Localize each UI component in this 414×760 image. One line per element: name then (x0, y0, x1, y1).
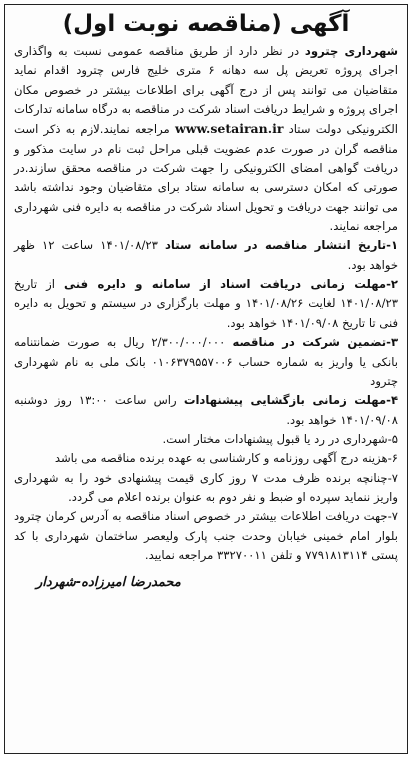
item-winner-deposit (14, 469, 398, 508)
item-label: ۱-تاریخ انتشار مناقصه در سامانه ستاد (164, 238, 399, 253)
item-rejection-right (14, 430, 398, 449)
item-publish-date (14, 236, 398, 275)
item-guarantee (14, 333, 398, 391)
item-ad-cost (14, 449, 398, 468)
item-text: ۱۴۰۱/۰۸/۲۳ ساعت ۱۲ ظهر خواهد بود. (14, 238, 398, 272)
item-text: ۷-جهت دریافت اطلاعات بیشتر در خصوص اسناد مناقصه به آدرس کرمان چترود بلوار امام خمینی خیابان وحدت جنب پارک ولیعصر ساختمان شهرداری با کد پستی ۷۷۹۱۸۱۳۱۱۴ و تلفن ۳۳۲۷۰۰۱۱ مراجعه نمایید. (14, 509, 398, 562)
item-text: ۷-چنانچه برنده ظرف مدت ۷ روز کاری قیمت پیشنهادی خود را به شهرداری واریز ننماید سپرده او ضبط و نفر دوم به عنوان برنده اعلام می گردد. (14, 470, 399, 504)
mayor-signature: محمدرضا امیرزاده-شهردار (36, 575, 181, 591)
setad-url-link[interactable]: www.setairan.ir (174, 121, 284, 137)
item-label: ۲-مهلت زمانی دریافت اسناد از سامانه و دایره فنی (64, 277, 398, 292)
intro-text-1: در نظر دارد از طریق مناقصه عمومی نسبت به واگذاری اجرای پروژه تعریض پل سه دهانه ۶ متری خلیج فارس چترود اقدام نماید متقاضیان می توانند پس از درج آگهی برای اطلاعات بیشتر در خصوص مکان اجرای پروژه و شرایط دریافت اسناد شرکت در مناقصه به درگاه سامانه تدارکات الکترونیکی دولت ستاد (14, 44, 399, 137)
organization-name: شهرداری چترود (304, 44, 398, 58)
notice-title: آگهی (مناقصه نوبت اول) (62, 11, 350, 37)
item-label: ۳-تضمین شرکت در مناقصه (232, 335, 399, 350)
intro-text-2: مراجعه نمایند.لازم به ذکر است مناقصه گران در صورت عدم عضویت قبلی مراحل ثبت نام در سایت مذکور و دریافت گواهی امضای الکترونیکی را جهت شرکت در مناقصه محقق سازند.در صورتی که امکان دسترسی به سامانه ستاد برای متقاضیان وجود نداشته باشد می توانند جهت دریافت و تحویل اسناد شرکت در مناقصه به دایره فنی شهرداری مراجعه نمایند. (14, 122, 398, 234)
item-text: ۲/۳۰۰/۰۰۰/۰۰۰ ریال به صورت ضمانتنامه بانکی یا واریز به شماره حساب ۰۱۰۶۳۷۹۵۵۷۰۰۶ بانک ملی به نام شهرداری چترود (14, 335, 398, 388)
notice-body (14, 42, 398, 565)
tender-notice (4, 4, 408, 754)
item-contact-address (14, 507, 398, 565)
item-label: ۴-مهلت زمانی بازگشایی پیشنهادات (183, 393, 399, 408)
item-text: ۶-هزینه درج آگهی روزنامه و کارشناسی به عهده برنده مناقصه می باشد (54, 451, 398, 466)
item-text: از تاریخ ۱۴۰۱/۰۸/۲۳ لغایت ۱۴۰۱/۰۸/۲۶ و مهلت بارگزاری در سیستم و تحویل به دایره فنی تا تاریخ ۱۴۰۱/۰۹/۰۸ خواهد بود. (14, 277, 399, 330)
item-text: ۵-شهرداری در رد یا قبول پیشنهادات مختار است. (162, 431, 398, 446)
item-opening-time (14, 391, 398, 430)
item-document-deadline (14, 275, 398, 333)
intro-paragraph (14, 42, 398, 236)
item-text: راس ساعت ۱۳:۰۰ روز دوشنبه ۱۴۰۱/۰۹/۰۸ خواهد بود. (14, 393, 398, 427)
